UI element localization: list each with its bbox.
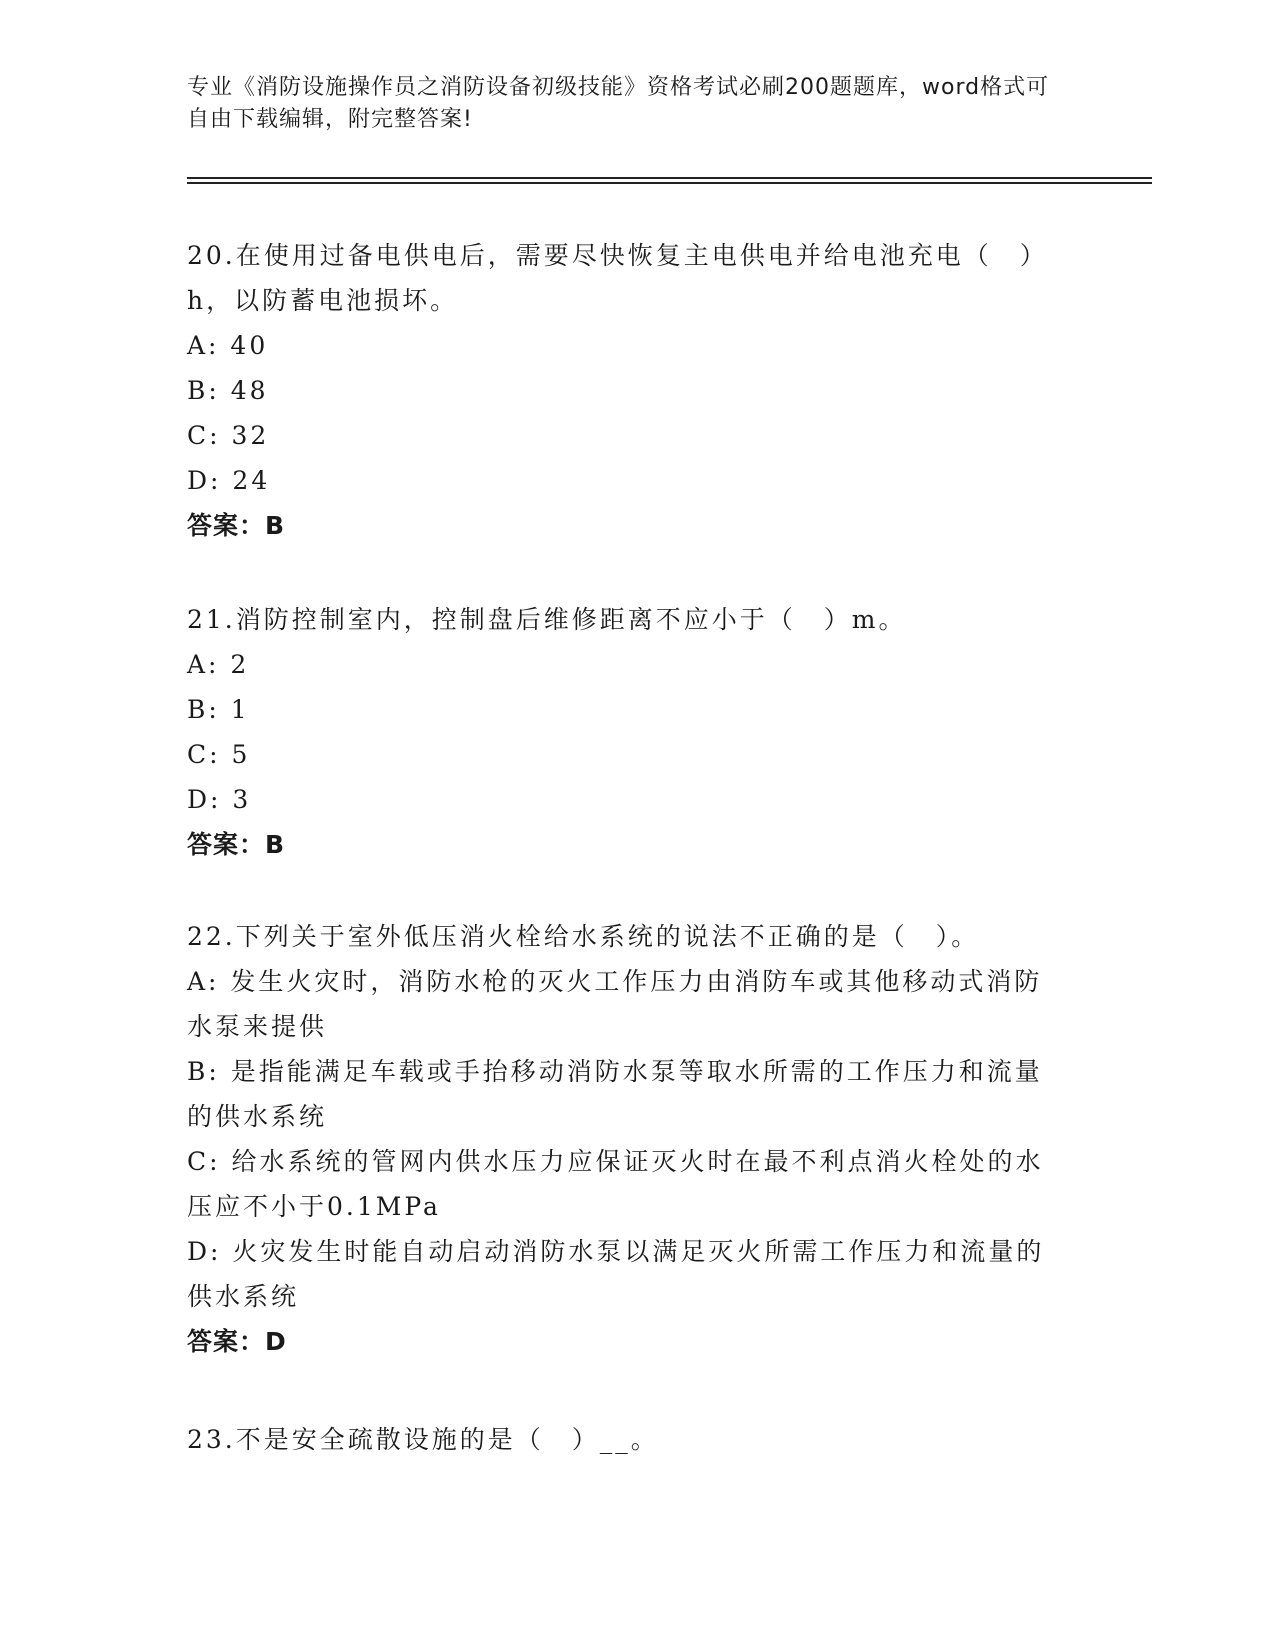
header-rule-top xyxy=(187,177,1152,179)
question-stem: 21.消防控制室内，控制盘后维修距离不应小于（ ）m。 xyxy=(187,605,907,634)
option-a: A: 2 xyxy=(187,650,250,679)
question-20 xyxy=(187,233,1067,548)
option-c: C: 32 xyxy=(187,421,270,450)
question-23 xyxy=(187,1417,1067,1462)
option-b: B: 1 xyxy=(187,695,250,724)
question-stem: 20.在使用过备电供电后，需要尽快恢复主电供电并给电池充电（ ）h，以防蓄电池损坏。 xyxy=(187,241,1048,315)
option-d: D: 24 xyxy=(187,466,271,495)
option-a: A: 发生火灾时，消防水枪的灭火工作压力由消防车或其他移动式消防水泵来提供 xyxy=(187,967,1043,1041)
header-rule-bottom xyxy=(187,182,1152,184)
question-21 xyxy=(187,597,1067,867)
answer: 答案：B xyxy=(187,511,286,540)
document-header: 专业《消防设施操作员之消防设备初级技能》资格考试必刷200题题库，word格式可自由下载编辑，附完整答案! xyxy=(187,75,1050,132)
option-d: D: 火灾发生时能自动启动消防水泵以满足灭火所需工作压力和流量的供水系统 xyxy=(187,1237,1045,1311)
option-c: C: 5 xyxy=(187,740,251,769)
question-stem: 22.下列关于室外低压消火栓给水系统的说法不正确的是（ ）。 xyxy=(187,922,980,951)
option-a: A: 40 xyxy=(187,331,269,360)
answer: 答案：D xyxy=(187,1327,287,1356)
question-stem: 23.不是安全疏散设施的是（ ）__。 xyxy=(187,1425,659,1454)
question-22 xyxy=(187,914,1067,1364)
answer: 答案：B xyxy=(187,830,286,859)
option-b: B: 是指能满足车载或手抬移动消防水泵等取水所需的工作压力和流量的供水系统 xyxy=(187,1057,1043,1131)
option-d: D: 3 xyxy=(187,785,252,814)
option-c: C: 给水系统的管网内供水压力应保证灭火时在最不利点消火栓处的水压应不小于0.1MPa xyxy=(187,1147,1044,1221)
option-b: B: 48 xyxy=(187,376,269,405)
